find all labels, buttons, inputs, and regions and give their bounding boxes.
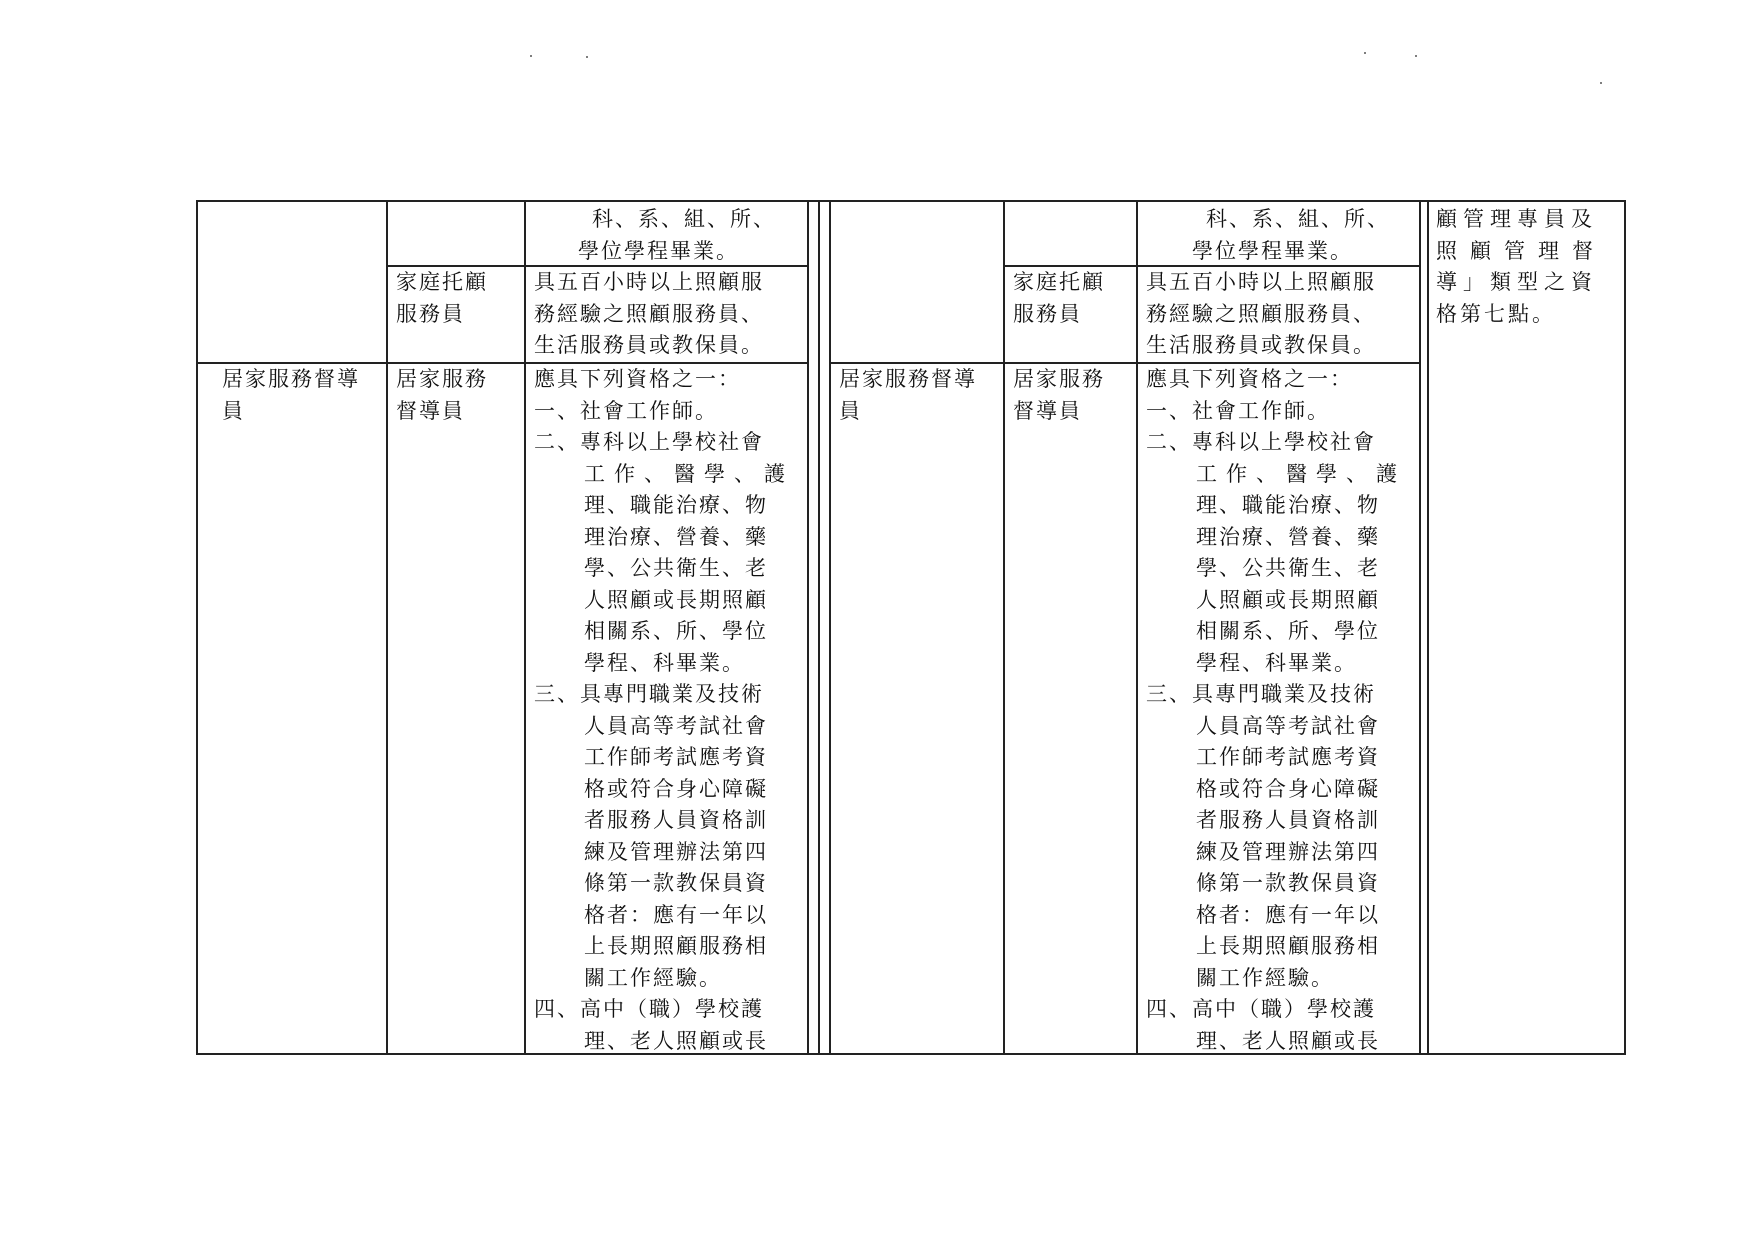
column-divider <box>524 202 526 1053</box>
notes-column: 顧管理專員及 照顧管理督 導」類型之資 格第七點。 <box>1436 207 1606 326</box>
right-row3-position: 居家服務 督導員 <box>1013 367 1105 423</box>
right-row1-qualification: 科、系、組、所、 學位學程畢業。 <box>1192 207 1390 263</box>
right-row3-qualification: 應具下列資格之一： 一、社會工作師。 二、專科以上學校社會 工作、醫學、護 理、職能治療、物 理治療、營養、藥 學、公共衛生、老 人照顧或長期照顧 相關系、所、學位 學程、科畢業。 三、具專門職業及技術 人員高等考試社會 工作師考試應考資 格或符合身心障礙 者服務人員資格訓 練及管理辦法第四 條第一款教保員資 格者：應有一年以 上長期照顧服務相 關工作經驗。 四、高中（職）學校護 理、老人照顧或長 <box>1146 367 1406 1053</box>
left-row1-qualification: 科、系、組、所、 學位學程畢業。 <box>578 207 776 263</box>
column-divider <box>1003 202 1005 1053</box>
left-row2-qualification: 具五百小時以上照顧服 務經驗之照顧服務員、 生活服務員或教保員。 <box>534 270 764 357</box>
scan-speck <box>586 56 588 58</box>
right-row2-qualification: 具五百小時以上照顧服 務經驗之照顧服務員、 生活服務員或教保員。 <box>1146 270 1376 357</box>
scan-speck <box>1415 55 1417 57</box>
column-divider <box>386 202 388 1053</box>
column-divider <box>1419 202 1421 1053</box>
scan-speck <box>1364 52 1366 54</box>
right-row3-category: 居家服務督導 員 <box>839 367 977 423</box>
right-row2-position: 家庭托顧 服務員 <box>1013 270 1105 326</box>
column-divider <box>1136 202 1138 1053</box>
left-row3-qualification: 應具下列資格之一： 一、社會工作師。 二、專科以上學校社會 工作、醫學、護 理、職能治療、物 理治療、營養、藥 學、公共衛生、老 人照顧或長期照顧 相關系、所、學位 學程、科畢業。 三、具專門職業及技術 人員高等考試社會 工作師考試應考資 格或符合身心障礙 者服務人員資格訓 練及管理辦法第四 條第一款教保員資 格者：應有一年以 上長期照顧服務相 關工作經驗。 四、高中（職）學校護 理、老人照顧或長 <box>534 367 794 1053</box>
left-row3-category: 居家服務督導 員 <box>222 367 360 423</box>
column-divider <box>1427 202 1429 1053</box>
column-divider <box>829 202 831 1053</box>
left-row2-position: 家庭托顧 服務員 <box>396 270 488 326</box>
scan-speck <box>530 55 532 57</box>
left-row3-position: 居家服務 督導員 <box>396 367 488 423</box>
regulation-comparison-table <box>196 200 1626 1055</box>
column-divider <box>807 202 809 1053</box>
scan-speck <box>1600 82 1602 84</box>
column-divider <box>818 202 820 1053</box>
